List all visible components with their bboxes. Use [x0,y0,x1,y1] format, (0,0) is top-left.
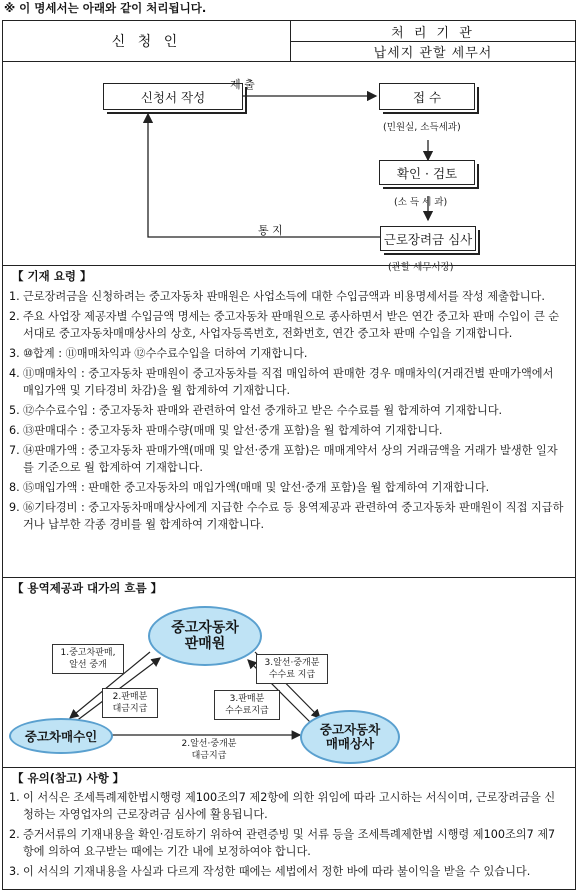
item-number: 1. [9,290,20,303]
list-item [9,365,565,399]
flow-label-2 [102,688,158,718]
item-number: 3. [9,865,20,878]
seller-node [148,606,262,666]
notes-title: 【 유의(참고) 사항 】 [12,771,125,785]
decision-box: 근로장려금 심사 [380,226,476,251]
item-number: 2. [9,828,20,841]
item-number: 5. [9,404,20,417]
flow-label-4-line1: 3.판매분 [229,694,265,704]
flow-label-1-line1: 1.중고차판매, [60,648,116,658]
dealer-line1: 중고자동차 [319,722,381,737]
item-text: ⑫수수료수입 : 중고자동차 판매와 관련하여 알선 중개하고 받은 수수료를 월 합계하여 기재합니다. [23,404,503,417]
seller-line1: 중고자동차 [171,620,239,636]
header-processing-org: 처 리 기 관 [391,25,475,41]
item-text: ⑩합계 : ⑪매매차익과 ⑫수수료수입을 더하여 기재합니다. [23,347,308,360]
item-number: 2. [9,310,20,323]
buyer-node: 중고차매수인 [9,718,113,754]
instructions-title: 【 기재 요령 】 [12,269,92,283]
flow-label-3-line2: 수수료 지급 [268,670,316,680]
flow-label-3 [256,654,328,684]
list-item [9,499,565,533]
submit-label: 제 출 [230,78,255,91]
flow-label-4-line2: 수수료지급 [225,706,269,716]
flow-label-3-line1: 3.알선·중개분 [264,658,320,668]
decision-caption: (관할 세무서장) [388,262,454,273]
list-item [9,789,565,823]
list-item [9,288,565,305]
list-item [9,863,565,880]
item-number: 3. [9,347,20,360]
flow-label-4 [214,690,280,720]
flow-label-2-line2: 대금지급 [112,704,148,714]
item-number: 6. [9,424,20,437]
instructions-bottom-line [3,577,575,578]
dealer-line2: 매매상사 [325,736,375,751]
flow-bottom-line [3,265,575,266]
receipt-caption: (민원실, 소득세과) [383,122,461,133]
write-application-box: 신청서 작성 [103,83,243,110]
service-flow-bottom-line [3,767,575,768]
flow-label-2-line1: 2.판매분 [112,692,148,702]
item-text: ⑪매매차익 : 중고자동차 판매원이 중고자동차를 직접 매입하여 판매한 경우 매매차익(거래건별 판매가액에서 매입가액 및 기타경비 차감)을 월 합계하여 기재합니다. [23,367,554,397]
service-flow-title: 【 용역제공과 대가의 흐름 】 [12,581,163,595]
dealer-node [300,710,400,764]
item-number: 8. [9,481,20,494]
instructions-list [9,288,565,536]
item-text: 증거서류의 기재내용을 확인·검토하기 위하여 관련증빙 및 서류 등을 조세특례제한법 시행령 제100조의7 제7항에 의하여 요구받는 때에는 기간 내에 보정하여야 합니다. [23,828,556,858]
notify-label: 통 지 [258,224,283,237]
list-item [9,422,565,439]
flow-label-5-line2: 대금지급 [191,751,227,761]
top-note: ※ 이 명세서는 아래와 같이 처리됩니다. [4,1,207,15]
header-applicant: 신 청 인 [3,21,291,61]
item-text: 이 서식은 조세특례제한법시행령 제100조의7 제2항에 의한 위임에 따라 고시하는 서식이며, 근로장려금을 신청하는 자영업자의 근로장려금 심사에 활용됩니다. [23,791,556,821]
process-flow-arrows [0,62,580,262]
flow-label-5 [170,736,248,764]
list-item [9,308,565,342]
flow-label-5-line1: 2.알선·중개분 [181,739,237,749]
item-text: ⑬판매대수 : 중고자동차 판매수량(매매 및 알선·중개 포함)을 월 합계하여 기재합니다. [23,424,443,437]
item-number: 7. [9,444,20,457]
list-item [9,826,565,860]
item-number: 1. [9,791,20,804]
flow-label-1 [52,644,124,674]
list-item [9,442,565,476]
item-number: 4. [9,367,20,380]
list-item [9,402,565,419]
item-text: ⑯기타경비 : 중고자동차매매상사에게 지급한 수수료 등 용역제공과 관련하여 중고자동차 판매원이 직접 지급하거나 납부한 각종 경비를 월 합계하여 기재합니다. [23,501,564,531]
list-item [9,345,565,362]
item-text: 주요 사업장 제공자별 수입금액 명세는 중고자동차 판매원으로 종사하면서 받은 연간 중고차 판매 수입이 큰 순서대로 중고자동차매매상사의 상호, 사업자등록번호, 전화번호, 연간 중고차 판매 수입을 기재합니다. [23,310,560,340]
item-text: 근로장려금을 신청하려는 중고자동차 판매원은 사업소득에 대한 수입금액과 비용명세서를 작성 제출합니다. [23,290,545,303]
seller-line2: 판매원 [184,636,226,652]
item-text: ⑮매입가액 : 판매한 중고자동차의 매입가액(매매 및 알선·중개 포함)을 월 합계하여 기재합니다. [23,481,490,494]
review-box: 확인 · 검토 [379,160,475,185]
item-number: 9. [9,501,20,514]
receipt-box: 접 수 [379,83,475,110]
header-tax-office: 납세지 관할 세무서 [373,45,493,61]
flow-label-1-line2: 알선 중개 [69,660,107,670]
list-item [9,479,565,496]
notes-list [9,789,565,883]
item-text: ⑭판매가액 : 중고자동차 판매가액(매매 및 알선·중개 포함)은 매매계약서 상의 거래금액을 거래가 발생한 일자를 기준으로 월 합계하여 기재합니다. [23,444,558,474]
review-caption: (소 득 세 과) [394,197,448,208]
item-text: 이 서식의 기재내용을 사실과 다르게 작성한 때에는 세법에서 정한 바에 따라 불이익을 받을 수 있습니다. [23,865,531,878]
